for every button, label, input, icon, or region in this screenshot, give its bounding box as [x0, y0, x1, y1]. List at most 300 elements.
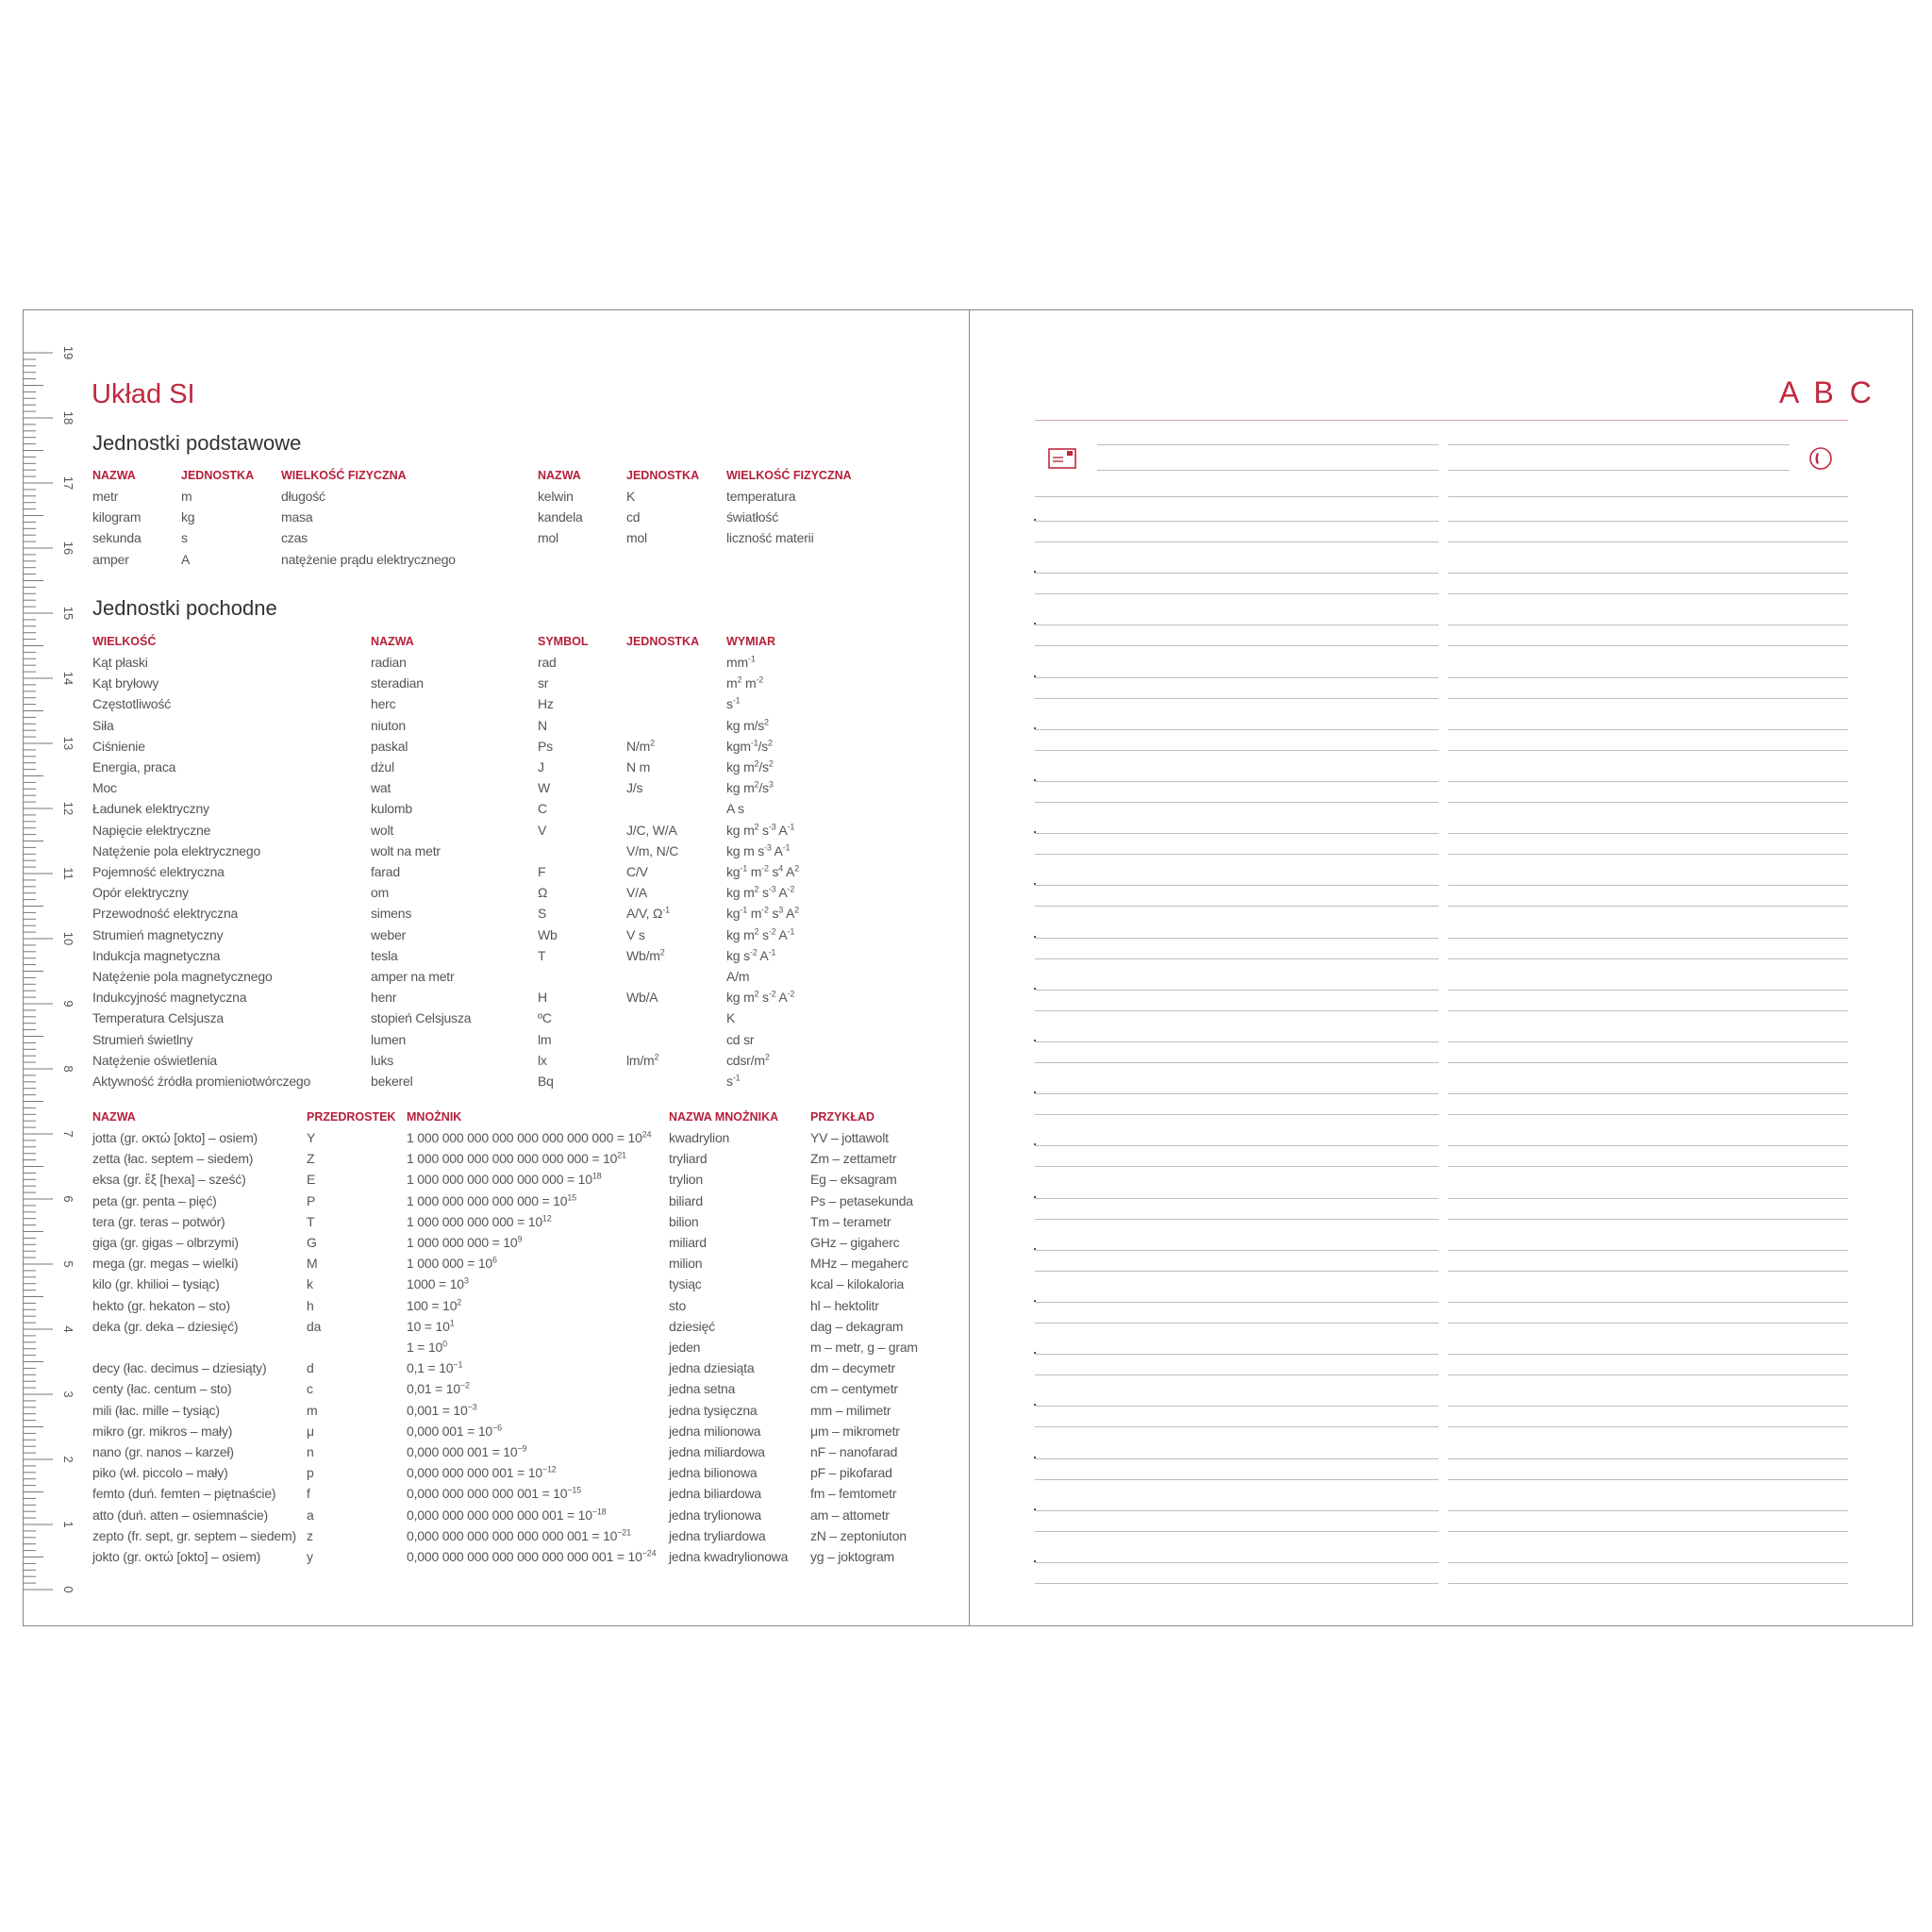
ruled-line: [1035, 496, 1439, 497]
ruled-line: [1448, 1323, 1848, 1324]
line-marker: [1034, 1248, 1036, 1250]
table-cell: dżul: [371, 759, 394, 774]
ruler-label: 1: [61, 1521, 75, 1528]
table-cell: μm – mikrometr: [810, 1423, 900, 1439]
table-cell: natężenie prądu elektrycznego: [281, 551, 456, 567]
table-header: PRZEDROSTEK: [307, 1110, 396, 1124]
ruler-label: 7: [61, 1130, 75, 1138]
ruled-line: [1035, 521, 1439, 522]
table-cell: mm – milimetr: [810, 1402, 891, 1418]
table-cell: m: [181, 489, 192, 504]
table-cell: h: [307, 1297, 314, 1313]
ruled-line: [1035, 677, 1439, 678]
table-cell: da: [307, 1318, 322, 1334]
table-cell: 1 000 000 000 000 $000 = 10^{15}$: [407, 1191, 576, 1208]
ruled-line: [1448, 1354, 1848, 1355]
ruled-line: [1035, 645, 1439, 646]
ruled-line: [1035, 1271, 1439, 1272]
table-cell: tesla: [371, 947, 398, 963]
ruled-line: [1448, 833, 1848, 834]
table-cell: Napięcie elektryczne: [92, 822, 211, 838]
ruled-line: [1035, 1323, 1439, 1324]
ruled-line: [1035, 1426, 1439, 1427]
table-cell: mikro (gr. mikros – mały): [92, 1423, 233, 1439]
table-cell: lm: [538, 1031, 552, 1047]
table-cell: długość: [281, 489, 325, 504]
table-cell: $s^{-1}$: [726, 1073, 741, 1089]
table-cell: Ω: [538, 885, 548, 901]
table-cell: nano (gr. nanos – karzeł): [92, 1444, 234, 1459]
ruled-line: [1035, 1406, 1439, 1407]
table-cell: cd: [626, 509, 641, 525]
table-cell: Zm – zettametr: [810, 1151, 897, 1167]
ruled-line: [1448, 990, 1848, 991]
ruled-line: [1448, 1531, 1848, 1532]
table-cell: Ładunek elektryczny: [92, 801, 209, 817]
ruled-line: [1035, 885, 1439, 886]
line-marker: [1034, 727, 1036, 729]
table-header: WIELKOŚĆ FIZYCZNA: [726, 469, 852, 482]
table-cell: sr: [538, 675, 549, 691]
ruled-line: [1448, 1302, 1848, 1303]
ruled-line: [1448, 1562, 1848, 1563]
table-cell: kulomb: [371, 801, 412, 817]
ruler-label: 13: [61, 736, 75, 751]
ruled-line: [1035, 1145, 1439, 1146]
table-cell: Tm – terametr: [810, 1213, 891, 1229]
line-marker: [1034, 1040, 1036, 1041]
table-cell: Wb/A: [626, 990, 658, 1006]
table-cell: Kąt płaski: [92, 655, 148, 670]
ruled-line: [1448, 938, 1848, 939]
ruled-line: [1448, 1219, 1848, 1220]
line-marker: [1034, 1404, 1036, 1406]
ruler-label: 5: [61, 1260, 75, 1268]
table-cell: weber: [371, 926, 407, 942]
table-cell: kwadrylion: [669, 1130, 730, 1145]
ruled-line: [1035, 781, 1439, 782]
table-cell: wolt: [371, 822, 394, 838]
ruled-line: [1035, 729, 1439, 730]
table-cell: kg $m^2/s^2$: [726, 758, 774, 774]
table-cell: cd sr: [726, 1031, 755, 1047]
ruled-line: [1035, 573, 1439, 574]
table-cell: sekunda: [92, 530, 142, 546]
table-cell: jedna dziesiąta: [669, 1360, 755, 1376]
line-marker: [1034, 1143, 1036, 1145]
table-cell: Wb: [538, 926, 558, 942]
table-cell: czas: [281, 530, 308, 546]
table-cell: N: [538, 717, 547, 733]
table-cell: bekerel: [371, 1074, 413, 1089]
table-cell: $m^2$ $m^{-2}$: [726, 675, 764, 691]
ruled-line: [1448, 1041, 1848, 1042]
ruled-line: [1097, 470, 1439, 471]
table-cell: farad: [371, 864, 400, 879]
table-header: NAZWA: [538, 469, 581, 482]
ruled-line: [1035, 1354, 1439, 1355]
table-cell: G: [307, 1235, 317, 1250]
line-marker: [1034, 988, 1036, 990]
table-cell: Pojemność elektryczna: [92, 864, 225, 879]
table-cell: K: [626, 489, 636, 504]
table-cell: radian: [371, 655, 407, 670]
table-cell: T: [538, 947, 546, 963]
page-divider: [969, 309, 970, 1626]
table-cell: m: [307, 1402, 318, 1418]
table-cell: lx: [538, 1052, 547, 1068]
table-cell: simens: [371, 906, 412, 922]
table-cell: H: [538, 990, 547, 1006]
table-cell: am – attometr: [810, 1507, 890, 1523]
table-header: NAZWA: [92, 469, 136, 482]
table-cell: $kg^{-1}$ $m^{-2}$ $s^3$ $A^2$: [726, 905, 799, 922]
ruled-line: [1448, 1114, 1848, 1115]
ruler-label: 19: [61, 345, 75, 360]
table-cell: kg $m^2$ $s^{-3}$ $A^{-2}$: [726, 884, 795, 901]
table-cell: peta (gr. penta – pięć): [92, 1192, 217, 1208]
table-cell: Częstotliwość: [92, 696, 171, 712]
ruled-line: [1448, 1510, 1848, 1511]
ruler-label: 0: [61, 1586, 75, 1593]
ruled-line: [1035, 1583, 1439, 1584]
ruled-line: [1448, 496, 1848, 497]
line-marker: [1034, 1508, 1036, 1510]
table-cell: V: [538, 822, 547, 838]
line-marker: [1034, 1352, 1036, 1354]
ruled-line: [1448, 541, 1848, 542]
table-cell: N m: [626, 759, 651, 774]
table-cell: steradian: [371, 675, 424, 691]
line-marker: [1034, 779, 1036, 781]
ruled-line: [1448, 802, 1848, 803]
table-cell: GHz – gigaherc: [810, 1235, 900, 1250]
table-cell: Ciśnienie: [92, 738, 145, 754]
ruled-line: [1448, 854, 1848, 855]
ruled-line: [1448, 1198, 1848, 1199]
table-cell: E: [307, 1172, 316, 1188]
table-cell: jeden: [669, 1340, 701, 1355]
table-cell: 0,000 000 $001 = 10^{-9}$: [407, 1443, 527, 1459]
ruled-line: [1448, 645, 1848, 646]
table-cell: światłość: [726, 509, 778, 525]
table-cell: V s: [626, 926, 645, 942]
table-cell: lumen: [371, 1031, 407, 1047]
table-cell: pF – pikofarad: [810, 1465, 892, 1481]
table-cell: 0,000 000 000 $001 = 10^{-12}$: [407, 1464, 557, 1481]
ruled-line: [1035, 750, 1439, 751]
ruled-line: [1035, 1562, 1439, 1563]
table-cell: YV – jottawolt: [810, 1130, 889, 1145]
table-cell: p: [307, 1465, 314, 1481]
table-cell: dm – decymetr: [810, 1360, 895, 1376]
ruled-line: [1035, 906, 1439, 907]
table-cell: Ps – petasekunda: [810, 1192, 913, 1208]
table-cell: J/s: [626, 780, 643, 796]
table-cell: yg – joktogram: [810, 1549, 895, 1564]
table-cell: jedna setna: [669, 1381, 736, 1397]
table-cell: $0,1 = 10^{-1}$: [407, 1359, 463, 1376]
ruler-label: 6: [61, 1195, 75, 1203]
table-cell: fm – femtometr: [810, 1486, 897, 1502]
ruler-label: 4: [61, 1325, 75, 1333]
table-cell: A s: [726, 801, 744, 817]
table-cell: Energia, praca: [92, 759, 176, 774]
base-units-heading: Jednostki podstawowe: [92, 431, 302, 455]
ruled-line: [1035, 1198, 1439, 1199]
line-marker: [1034, 675, 1036, 677]
ruled-line: [1448, 1374, 1848, 1375]
table-cell: jedna tryliardowa: [669, 1527, 766, 1543]
table-cell: 1 000 000 $000 = 10^9$: [407, 1234, 523, 1250]
ruled-line: [1035, 1302, 1439, 1303]
table-cell: μ: [307, 1423, 314, 1439]
table-cell: $0,01 = 10^{-2}$: [407, 1380, 470, 1397]
table-header: WIELKOŚĆ FIZYCZNA: [281, 469, 407, 482]
ruled-line: [1448, 521, 1848, 522]
ruled-line: [1448, 1271, 1848, 1272]
table-cell: Aktywność źródła promieniotwórczego: [92, 1074, 311, 1089]
table-cell: kilo (gr. khilioi – tysiąc): [92, 1276, 220, 1292]
ruler-label: 2: [61, 1456, 75, 1463]
table-cell: herc: [371, 696, 396, 712]
ruled-line: [1035, 1250, 1439, 1251]
table-cell: S: [538, 906, 547, 922]
table-header: SYMBOL: [538, 635, 589, 648]
table-cell: 1 000 000 000 $000 = 10^{12}$: [407, 1213, 552, 1229]
ruler-label: 17: [61, 475, 75, 491]
table-cell: trylion: [669, 1172, 703, 1188]
table-header: JEDNOSTKA: [181, 469, 255, 482]
table-cell: deka (gr. deka – dziesięć): [92, 1318, 239, 1334]
table-cell: $kg^{-1}$ $m^{-2}$ $s^4$ $A^2$: [726, 863, 799, 879]
table-cell: biliard: [669, 1192, 703, 1208]
table-cell: zetta (łac. septem – siedem): [92, 1151, 254, 1167]
table-cell: Kąt bryłowy: [92, 675, 159, 691]
table-cell: 1 000 000 000 000 000 000 000 $000 = 10^{24}$: [407, 1129, 652, 1145]
table-cell: nF – nanofarad: [810, 1444, 898, 1459]
table-cell: zepto (fr. sept, gr. septem – siedem): [92, 1527, 296, 1543]
ruled-line: [1448, 958, 1848, 959]
table-cell: Hz: [538, 696, 554, 712]
table-cell: tera (gr. teras – potwór): [92, 1213, 225, 1229]
table-cell: Strumień świetlny: [92, 1031, 193, 1047]
table-cell: 0,000 000 000 000 000 $001 = 10^{-18}$: [407, 1506, 607, 1523]
ruled-line: [1035, 1041, 1439, 1042]
ruled-line: [1035, 1479, 1439, 1480]
table-cell: decy (łac. decimus – dziesiąty): [92, 1360, 267, 1376]
table-cell: zN – zeptoniuton: [810, 1527, 907, 1543]
ruled-line: [1097, 444, 1439, 445]
ruled-line: [1035, 833, 1439, 834]
table-cell: MHz – megaherc: [810, 1256, 908, 1272]
heading-rule: [1035, 420, 1848, 421]
table-cell: W: [538, 780, 551, 796]
table-cell: tysiąc: [669, 1276, 702, 1292]
ruled-line: [1035, 1531, 1439, 1532]
table-cell: wolt na metr: [371, 842, 441, 858]
table-header: MNOŻNIK: [407, 1110, 462, 1124]
table-cell: jotta (gr. οκτώ [okto] – osiem): [92, 1130, 258, 1145]
table-cell: $kgm^{-1}/s^2$: [726, 738, 773, 754]
line-marker: [1034, 571, 1036, 573]
table-cell: s: [181, 530, 188, 546]
ruler-label: 16: [61, 541, 75, 556]
table-cell: kelwin: [538, 489, 574, 504]
ruled-line: [1035, 1166, 1439, 1167]
ruled-line: [1448, 1010, 1848, 1011]
table-cell: hl – hektolitr: [810, 1297, 879, 1313]
table-cell: V/m, N/C: [626, 842, 679, 858]
table-cell: Moc: [92, 780, 117, 796]
table-header: JEDNOSTKA: [626, 469, 700, 482]
table-cell: Temperatura Celsjusza: [92, 1010, 224, 1026]
table-cell: giga (gr. gigas – olbrzymi): [92, 1235, 239, 1250]
line-marker: [1034, 623, 1036, 625]
phone-icon: [1808, 446, 1833, 471]
ruled-line: [1035, 1093, 1439, 1094]
table-cell: V/A: [626, 885, 647, 901]
table-cell: tryliard: [669, 1151, 708, 1167]
ruled-line: [1035, 593, 1439, 594]
line-marker: [1034, 519, 1036, 521]
table-cell: Eg – eksagram: [810, 1172, 897, 1188]
table-cell: cm – centymetr: [810, 1381, 898, 1397]
table-cell: amper: [92, 551, 129, 567]
table-cell: henr: [371, 990, 397, 1006]
table-cell: rad: [538, 655, 557, 670]
table-cell: F: [538, 864, 546, 879]
ruled-line: [1448, 1062, 1848, 1063]
table-cell: bilion: [669, 1213, 699, 1229]
ruled-line: [1035, 958, 1439, 959]
table-cell: C: [538, 801, 547, 817]
table-cell: $1 = 10^0$: [407, 1339, 447, 1355]
ruler: [23, 345, 75, 1594]
table-cell: P: [307, 1192, 316, 1208]
table-cell: $1000 = 10^3$: [407, 1275, 469, 1292]
table-cell: c: [307, 1381, 313, 1397]
table-cell: stopień Celsjusza: [371, 1010, 472, 1026]
ruler-label: 12: [61, 801, 75, 816]
line-marker: [1034, 1091, 1036, 1093]
table-cell: $10 = 10^1$: [407, 1318, 455, 1334]
ruler-label: 9: [61, 1000, 75, 1008]
ruled-line: [1035, 698, 1439, 699]
table-cell: mol: [626, 530, 647, 546]
table-cell: kandela: [538, 509, 583, 525]
ruled-line: [1035, 854, 1439, 855]
ruled-line: [1035, 1219, 1439, 1220]
line-marker: [1034, 831, 1036, 833]
table-cell: $Wb/m^2$: [626, 947, 665, 963]
alphabet-index-heading: A B C: [1779, 375, 1875, 409]
ruled-line: [1448, 1406, 1848, 1407]
ruler-label: 10: [61, 931, 75, 946]
ruled-line: [1448, 1093, 1848, 1094]
table-cell: centy (łac. centum – sto): [92, 1381, 232, 1397]
table-cell: jedna milionowa: [669, 1423, 761, 1439]
table-cell: jedna trylionowa: [669, 1507, 761, 1523]
table-cell: jokto (gr. οκτώ [okto] – osiem): [92, 1549, 261, 1564]
derived-units-heading: Jednostki pochodne: [92, 596, 277, 620]
ruler-label: 11: [61, 867, 75, 880]
table-cell: kg m $s^{-3}$ $A^{-1}$: [726, 842, 791, 858]
table-cell: Y: [307, 1130, 316, 1145]
table-cell: sto: [669, 1297, 687, 1313]
table-cell: jedna miliardowa: [669, 1444, 765, 1459]
table-cell: 1 000 $000 = 10^6$: [407, 1255, 497, 1272]
table-cell: $lm/m^2$: [626, 1052, 659, 1068]
table-cell: 0,000 000 000 000 000 000 $001 = 10^{-21}$: [407, 1527, 631, 1543]
table-cell: kg $s^{-2}$ $A^{-1}$: [726, 947, 776, 963]
ruled-line: [1448, 906, 1848, 907]
line-marker: [1034, 883, 1036, 885]
table-cell: kg: [181, 509, 195, 525]
table-cell: $s^{-1}$: [726, 695, 741, 712]
table-header: JEDNOSTKA: [626, 635, 700, 648]
line-marker: [1034, 1196, 1036, 1198]
table-header: PRZYKŁAD: [810, 1110, 875, 1124]
ruled-line: [1035, 990, 1439, 991]
ruled-line: [1448, 1250, 1848, 1251]
table-cell: z: [307, 1527, 313, 1543]
table-cell: miliard: [669, 1235, 707, 1250]
table-cell: K: [726, 1010, 736, 1026]
ruled-line: [1448, 573, 1848, 574]
table-cell: jedna bilionowa: [669, 1465, 758, 1481]
ruled-line: [1035, 1510, 1439, 1511]
ruler-label: 15: [61, 606, 75, 621]
table-cell: liczność materii: [726, 530, 814, 546]
table-cell: Ps: [538, 738, 553, 754]
table-cell: Strumień magnetyczny: [92, 926, 224, 942]
ruled-line: [1035, 802, 1439, 803]
table-cell: Bq: [538, 1074, 554, 1089]
ruler-label: 8: [61, 1065, 75, 1073]
ruler-label: 18: [61, 410, 75, 425]
ruled-line: [1448, 885, 1848, 886]
table-cell: 0,000 000 000 000 000 000 000 $001 = 10^{-24}$: [407, 1548, 657, 1564]
table-cell: d: [307, 1360, 314, 1376]
table-cell: piko (wł. piccolo – mały): [92, 1465, 228, 1481]
table-cell: Natężenie pola magnetycznego: [92, 969, 273, 984]
table-cell: n: [307, 1444, 314, 1459]
table-cell: jedna tysięczna: [669, 1402, 758, 1418]
ruled-line: [1035, 1374, 1439, 1375]
table-cell: wat: [371, 780, 391, 796]
table-cell: kg $m^2$ $s^{-2}$ $A^{-1}$: [726, 925, 795, 942]
table-header: WYMIAR: [726, 635, 776, 648]
ruled-line: [1448, 781, 1848, 782]
table-cell: T: [307, 1213, 315, 1229]
table-cell: metr: [92, 489, 119, 504]
table-cell: 0,000 000 000 000 $001 = 10^{-15}$: [407, 1485, 582, 1502]
ruled-line: [1448, 444, 1790, 445]
table-cell: Indukcyjność magnetyczna: [92, 990, 247, 1006]
table-header: NAZWA: [92, 1110, 136, 1124]
ruled-line: [1035, 938, 1439, 939]
table-cell: hekto (gr. hekaton – sto): [92, 1297, 230, 1313]
table-cell: J: [538, 759, 544, 774]
ruled-line: [1448, 1583, 1848, 1584]
ruled-line: [1448, 750, 1848, 751]
table-cell: 1 000 000 000 000 000 000 $000 = 10^{21}$: [407, 1150, 626, 1167]
table-cell: f: [307, 1486, 310, 1502]
ruled-line: [1448, 1145, 1848, 1146]
table-cell: J/C, W/A: [626, 822, 677, 838]
table-header: NAZWA: [371, 635, 414, 648]
